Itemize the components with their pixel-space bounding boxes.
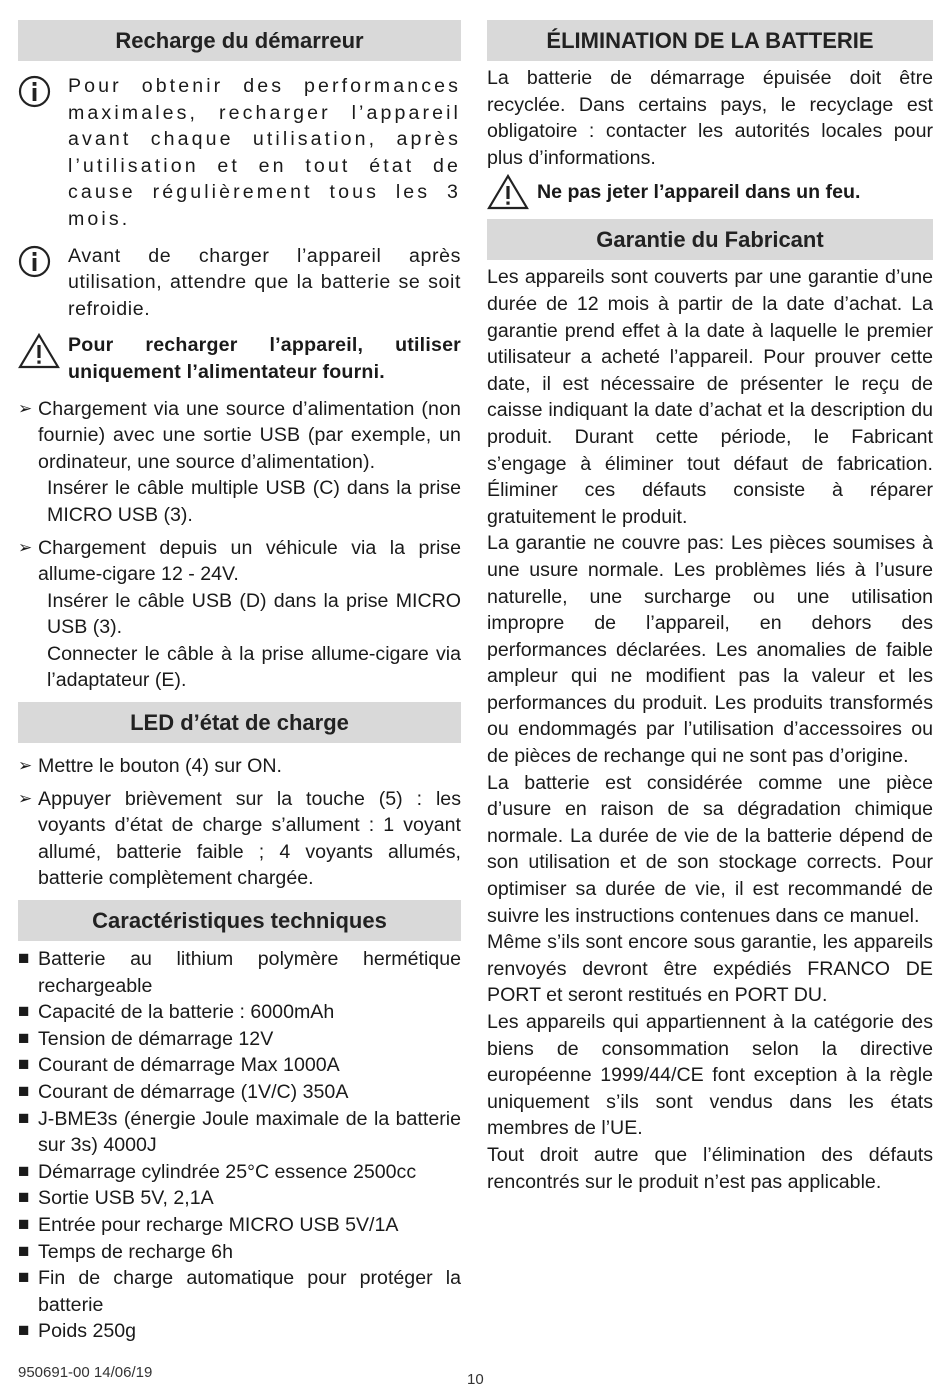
warranty-paragraph: La garantie ne couvre pas: Les pièces soumises à une usure normale. Les problèmes liés à l’usure naturelle, une surcharge ou une utilisation impropre de l’appareil, en dehors des performances déclarées. Les anomalies de faible ampleur qui ne modifient pas la valeur et les performances du produit. Les produits transformés ou endommagés par l’utilisation d’accessoires ou de pièces de rechange qui ne sont pas d’origine.	[487, 532, 933, 768]
disposal-text: La batterie de démarrage épuisée doit être recyclée. Dans certains pays, le recyclage est obligatoire : contacter les autorités locales pour plus d’informations.	[487, 67, 933, 169]
square-bullet-icon: ■	[18, 1027, 30, 1049]
right-column	[487, 20, 933, 1195]
warranty-paragraph: La batterie est considérée comme une pièce d’usure en raison de sa dégradation chimique normale. La durée de vie de la batterie dépend de son utilisation et de son stockage corrects. Pour optimiser sa durée de vie, il est recommandé de suivre les instructions contenues dans ce manuel.	[487, 771, 933, 927]
spec-item: ■ Entrée pour recharge MICRO USB 5V/1A	[18, 1212, 461, 1239]
spec-item: ■ J-BME3s (énergie Joule maximale de la batterie sur 3s) 4000J	[18, 1107, 461, 1157]
info-icon	[18, 75, 51, 108]
document-code: 950691-00 14/06/19	[18, 1364, 153, 1381]
warranty-paragraph: Les appareils qui appartiennent à la catégorie des biens de consommation selon la directive européenne 1999/44/CE font exception à la règle uniquement s’ils sont vendus dans les états membres de l’UE.	[487, 1011, 933, 1140]
square-bullet-icon: ■	[18, 1160, 30, 1182]
spec-item: ■ Courant de démarrage Max 1000A	[18, 1052, 461, 1079]
warning-icon	[18, 332, 60, 370]
warning-note-charger	[18, 332, 461, 385]
spec-item: ■ Tension de démarrage 12V	[18, 1026, 461, 1053]
list-item-subtext: Insérer le câble USB (D) dans la prise MICRO USB (3).	[47, 589, 461, 639]
square-bullet-icon: ■	[18, 1001, 30, 1023]
warning-note-fire	[487, 179, 933, 211]
section-header-disposal: ÉLIMINATION DE LA BATTERIE	[487, 20, 933, 61]
section-header-led: LED d’état de charge	[18, 702, 461, 743]
square-bullet-icon: ■	[18, 1320, 30, 1342]
spec-item: ■ Sortie USB 5V, 2,1A	[18, 1185, 461, 1212]
list-item-subtext: Insérer le câble multiple USB (C) dans la prise MICRO USB (3).	[47, 477, 461, 526]
square-bullet-icon: ■	[18, 1107, 30, 1129]
arrow-bullet-icon: ➢	[18, 398, 33, 418]
info-note-1	[18, 73, 461, 233]
square-bullet-icon: ■	[18, 1054, 30, 1076]
list-item: ➢ Chargement via une source d’alimentation (non fournie) avec une sortie USB (par exemple, un ordinateur, une source d’alimentation).	[18, 397, 461, 473]
warning-text-charger: Pour recharger l’appareil, utiliser uniquement l’alimentateur fourni.	[68, 334, 461, 383]
page-number: 10	[467, 1371, 484, 1388]
warranty-paragraph: Tout droit autre que l’élimination des défauts rencontrés sur le produit n’est pas applicable.	[487, 1143, 933, 1193]
spec-item: ■ Démarrage cylindrée 25°C essence 2500cc	[18, 1159, 461, 1186]
spec-item: ■ Batterie au lithium polymère hermétique rechargeable	[18, 948, 461, 997]
warranty-paragraph: Les appareils sont couverts par une garantie d’une durée de 12 mois à partir de la date d’achat. La garantie prend effet à la date à laquelle le premier utilisateur a acheté l’appareil. Pour prouver cette date, il est nécessaire de présenter le reçu de caisse indiquant la date d’achat et la description du produit. Durant cette période, le Fabricant s’engage à éliminer tout défaut de fabrication. Éliminer ces défauts consiste à réparer gratuitement le produit.	[487, 266, 933, 528]
spec-item: ■ Courant de démarrage (1V/C) 350A	[18, 1079, 461, 1106]
section-header-warranty: Garantie du Fabricant	[487, 219, 933, 260]
info-text-2: Avant de charger l’appareil après utilisation, attendre que la batterie se soit refroidie.	[68, 244, 461, 320]
warning-text-fire: Ne pas jeter l’appareil dans un feu.	[537, 181, 861, 204]
square-bullet-icon: ■	[18, 948, 30, 970]
specs-list	[18, 946, 461, 1345]
warranty-paragraph: Même s’ils sont encore sous garantie, les appareils renvoyés devront être expédiés FRANCO DE PORT et seront restitués en PORT DU.	[487, 931, 933, 1007]
arrow-bullet-icon: ➢	[18, 537, 33, 557]
spec-item: ■ Poids 250g	[18, 1318, 461, 1345]
info-note-2	[18, 243, 461, 323]
list-item-subtext: Connecter le câble à la prise allume-cigare via l’adaptateur (E).	[47, 642, 461, 692]
square-bullet-icon: ■	[18, 1240, 30, 1262]
spec-item: ■ Temps de recharge 6h	[18, 1239, 461, 1266]
warning-icon	[487, 173, 529, 211]
info-icon	[18, 245, 51, 278]
square-bullet-icon: ■	[18, 1081, 30, 1102]
list-item: ➢ Mettre le bouton (4) sur ON.	[18, 753, 461, 780]
info-text-1: Pour obtenir des performances maximales, recharger l’appareil avant chaque utilisation, après l’utilisation et en tout état de cause régulièrement tous les 3 mois.	[68, 75, 461, 230]
section-header-recharge: Recharge du démarreur	[18, 20, 461, 61]
arrow-bullet-icon: ➢	[18, 756, 33, 776]
list-item: ➢ Appuyer brièvement sur la touche (5) : les voyants d’état de charge s’allument : 1 voyant allumé, batterie faible ; 4 voyants allumés, batterie complètement chargée.	[18, 787, 461, 890]
section-header-specs: Caractéristiques techniques	[18, 900, 461, 941]
arrow-bullet-icon: ➢	[18, 788, 33, 808]
warranty-body	[487, 264, 933, 1195]
square-bullet-icon: ■	[18, 1267, 30, 1289]
square-bullet-icon: ■	[18, 1213, 30, 1235]
square-bullet-icon: ■	[18, 1187, 30, 1209]
left-column	[18, 20, 461, 1345]
spec-item: ■ Capacité de la batterie : 6000mAh	[18, 999, 461, 1026]
spec-item: ■ Fin de charge automatique pour protéger la batterie	[18, 1267, 461, 1316]
list-item: ➢ Chargement depuis un véhicule via la prise allume-cigare 12 - 24V.	[18, 536, 461, 586]
